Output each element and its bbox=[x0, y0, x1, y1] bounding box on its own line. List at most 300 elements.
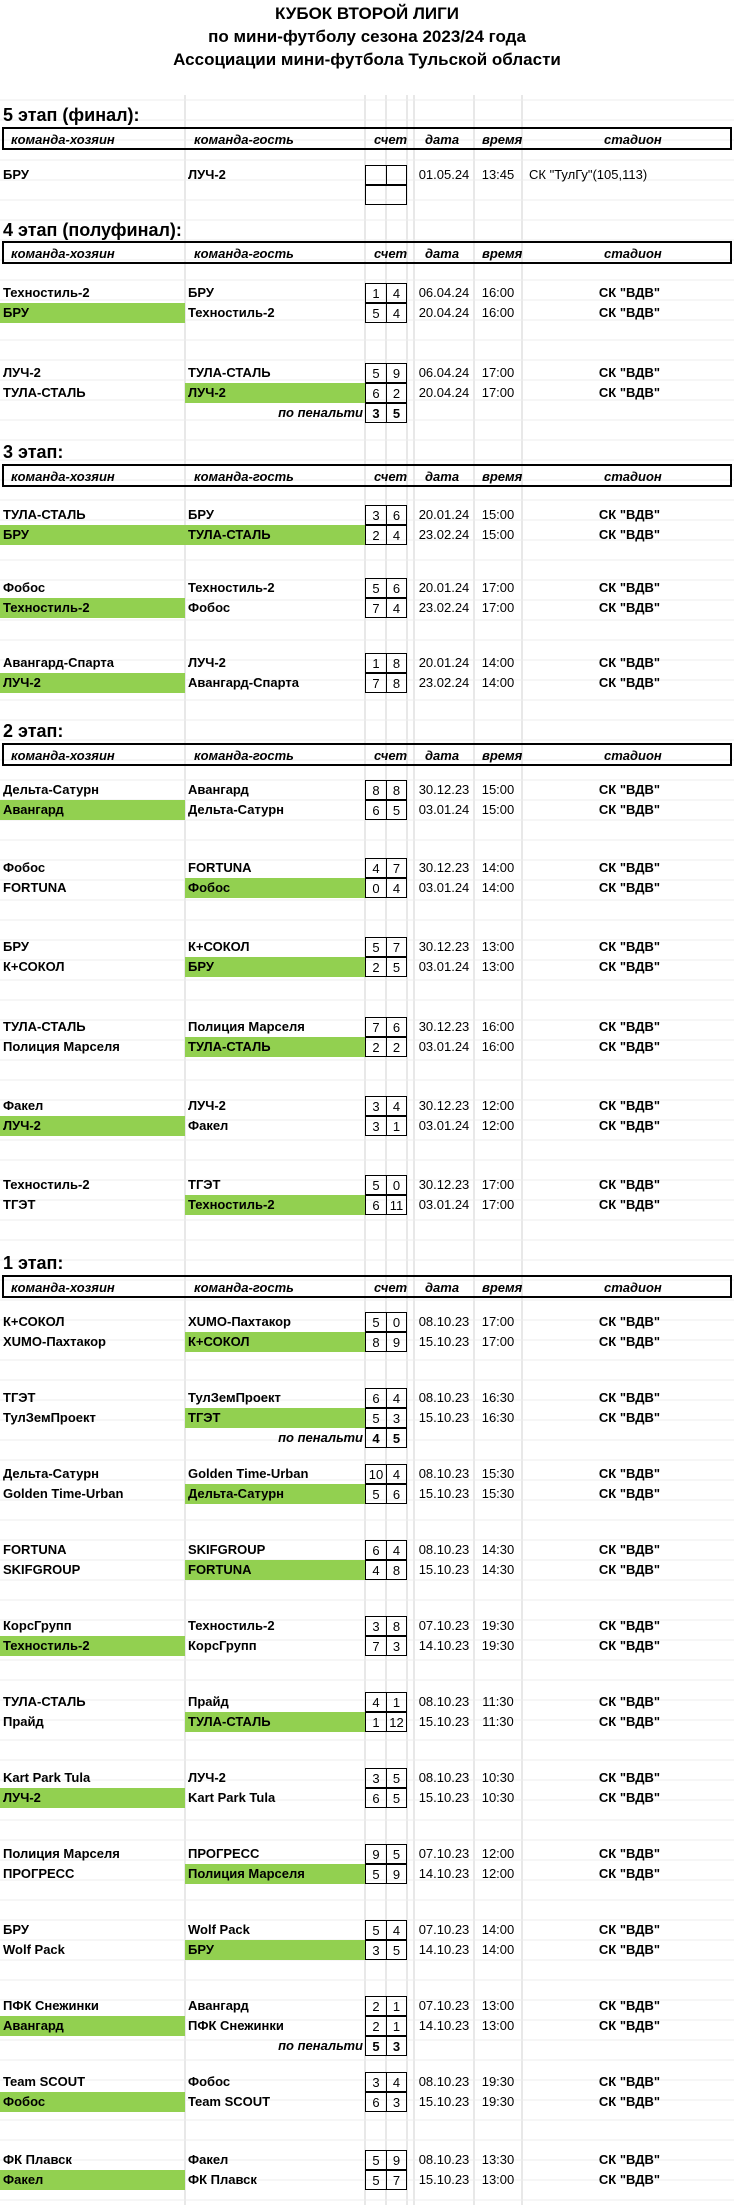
venue-cell: СК "ВДВ" bbox=[598, 2018, 661, 2033]
guest-score-cell: 11 bbox=[386, 1195, 407, 1215]
column-header-score: счет bbox=[374, 469, 408, 484]
column-header-home: команда-хозяин bbox=[11, 132, 115, 147]
date-cell: 20.04.24 bbox=[418, 305, 470, 320]
home-score-cell: 6 bbox=[365, 2092, 386, 2112]
time-cell: 12:00 bbox=[481, 1866, 515, 1881]
guest-score-cell: 9 bbox=[386, 2150, 407, 2170]
home-score-cell: 3 bbox=[365, 1096, 386, 1116]
home-team-cell: Team SCOUT bbox=[3, 2074, 86, 2089]
match-row bbox=[0, 1175, 734, 1195]
date-cell: 08.10.23 bbox=[418, 2152, 470, 2167]
home-score-cell: 3 bbox=[365, 1940, 386, 1960]
home-team-cell: ТУЛА-СТАЛЬ bbox=[3, 507, 86, 522]
time-cell: 14:00 bbox=[481, 880, 515, 895]
home-score-cell: 5 bbox=[365, 937, 386, 957]
empty-score-box bbox=[365, 185, 407, 205]
guest-team-cell: Kart Park Tula bbox=[188, 1790, 276, 1805]
date-cell: 08.10.23 bbox=[418, 1542, 470, 1557]
guest-score-cell: 4 bbox=[386, 1096, 407, 1116]
date-cell: 15.10.23 bbox=[418, 2172, 470, 2187]
home-score-cell: 6 bbox=[365, 1540, 386, 1560]
home-score-cell: 9 bbox=[365, 1844, 386, 1864]
match-row bbox=[0, 1996, 734, 2016]
time-cell: 12:00 bbox=[481, 1118, 515, 1133]
home-team-cell: ЛУЧ-2 bbox=[0, 673, 185, 693]
venue-cell: СК "ВДВ" bbox=[598, 1466, 661, 1481]
home-team-cell: БРУ bbox=[3, 939, 29, 954]
venue-cell: СК "ВДВ" bbox=[598, 527, 661, 542]
venue-cell: СК "ВДВ" bbox=[598, 802, 661, 817]
guest-team-cell: Авангард bbox=[188, 1998, 249, 2013]
column-header-guest: команда-гость bbox=[194, 132, 294, 147]
home-score-cell: 7 bbox=[365, 1636, 386, 1656]
stage-title: 3 этап: bbox=[3, 442, 64, 462]
home-score-cell: 5 bbox=[365, 1312, 386, 1332]
guest-team-cell: ТУЛА-СТАЛЬ bbox=[185, 1037, 365, 1057]
time-cell: 15:30 bbox=[481, 1486, 515, 1501]
column-header-score: счет bbox=[374, 132, 408, 147]
time-cell: 12:00 bbox=[481, 1098, 515, 1113]
date-cell: 30.12.23 bbox=[418, 1177, 470, 1192]
guest-score-cell: 4 bbox=[386, 1388, 407, 1408]
date-cell: 03.01.24 bbox=[418, 959, 470, 974]
time-cell: 19:30 bbox=[481, 2094, 515, 2109]
guest-score-cell: 12 bbox=[386, 1712, 407, 1732]
column-header-home: команда-хозяин bbox=[11, 469, 115, 484]
guest-score-cell: 5 bbox=[386, 800, 407, 820]
date-cell: 03.01.24 bbox=[418, 802, 470, 817]
venue-cell: СК "ВДВ" bbox=[598, 1039, 661, 1054]
time-cell: 16:00 bbox=[481, 1039, 515, 1054]
venue-cell: СК "ВДВ" bbox=[598, 1714, 661, 1729]
home-team-cell: Фобос bbox=[3, 860, 46, 875]
home-score-cell: 2 bbox=[365, 957, 386, 977]
home-team-cell: БРУ bbox=[0, 303, 185, 323]
time-cell: 17:00 bbox=[481, 1177, 515, 1192]
match-row bbox=[0, 1616, 734, 1636]
match-row bbox=[0, 1037, 734, 1057]
penalty-home-score: 4 bbox=[365, 1428, 386, 1448]
column-header-date: дата bbox=[425, 469, 460, 484]
penalty-label: по пенальти bbox=[278, 2038, 363, 2053]
home-score-cell: 5 bbox=[365, 1408, 386, 1428]
guest-team-cell: ЛУЧ-2 bbox=[188, 167, 226, 182]
date-cell: 07.10.23 bbox=[418, 1998, 470, 2013]
home-team-cell: Факел bbox=[3, 1098, 44, 1113]
column-header-time: время bbox=[482, 246, 523, 261]
header-association: Ассоциации мини-футбола Тульской области bbox=[173, 50, 561, 69]
home-score-cell: 3 bbox=[365, 1616, 386, 1636]
column-header-time: время bbox=[482, 132, 523, 147]
home-score-cell: 1 bbox=[365, 653, 386, 673]
guest-score-cell: 9 bbox=[386, 1864, 407, 1884]
home-team-cell: ФК Плавск bbox=[3, 2152, 72, 2167]
date-cell: 14.10.23 bbox=[418, 1638, 470, 1653]
home-score-cell: 2 bbox=[365, 2016, 386, 2036]
match-row bbox=[0, 1116, 734, 1136]
home-score-cell: 6 bbox=[365, 1195, 386, 1215]
match-row bbox=[0, 1017, 734, 1037]
home-score-cell bbox=[365, 165, 386, 185]
venue-cell: СК "ВДВ" bbox=[598, 1118, 661, 1133]
column-header-home: команда-хозяин bbox=[11, 748, 115, 763]
match-row bbox=[0, 1096, 734, 1116]
guest-team-cell: FORTUNA bbox=[185, 1560, 365, 1580]
home-score-cell: 3 bbox=[365, 1768, 386, 1788]
guest-score-cell: 3 bbox=[386, 1408, 407, 1428]
home-team-cell: Фобос bbox=[0, 2092, 185, 2112]
home-team-cell: Kart Park Tula bbox=[3, 1770, 91, 1785]
guest-score-cell: 4 bbox=[386, 303, 407, 323]
time-cell: 15:00 bbox=[481, 782, 515, 797]
penalty-row bbox=[0, 1428, 734, 1448]
guest-team-cell: SKIFGROUP bbox=[188, 1542, 266, 1557]
date-cell: 15.10.23 bbox=[418, 1790, 470, 1805]
venue-cell: СК "ВДВ" bbox=[598, 1618, 661, 1633]
home-team-cell: Прайд bbox=[3, 1714, 44, 1729]
home-team-cell: К+СОКОЛ bbox=[3, 1314, 65, 1329]
guest-team-cell: Техностиль-2 bbox=[188, 580, 275, 595]
time-cell: 15:00 bbox=[481, 527, 515, 542]
date-cell: 14.10.23 bbox=[418, 1866, 470, 1881]
date-cell: 06.04.24 bbox=[418, 365, 470, 380]
guest-score-cell: 6 bbox=[386, 1484, 407, 1504]
time-cell: 14:00 bbox=[481, 1922, 515, 1937]
match-row bbox=[0, 1484, 734, 1504]
match-row bbox=[0, 1712, 734, 1732]
column-header-venue: стадион bbox=[604, 469, 662, 484]
time-cell: 17:00 bbox=[481, 1197, 515, 1212]
penalty-home-score: 3 bbox=[365, 403, 386, 423]
time-cell: 14:30 bbox=[481, 1562, 515, 1577]
date-cell: 30.12.23 bbox=[418, 860, 470, 875]
match-row bbox=[0, 2150, 734, 2170]
date-cell: 03.01.24 bbox=[418, 1118, 470, 1133]
time-cell: 13:00 bbox=[481, 959, 515, 974]
venue-cell: СК "ВДВ" bbox=[598, 2094, 661, 2109]
date-cell: 30.12.23 bbox=[418, 782, 470, 797]
home-team-cell: ХUMO-Пахтакор bbox=[3, 1334, 106, 1349]
home-team-cell: КорсГрупп bbox=[3, 1618, 72, 1633]
venue-cell: СК "ВДВ" bbox=[598, 1846, 661, 1861]
column-header-guest: команда-гость bbox=[194, 246, 294, 261]
home-team-cell: ПФК Снежинки bbox=[3, 1998, 99, 2013]
home-team-cell: SKIFGROUP bbox=[3, 1562, 81, 1577]
guest-score-cell: 2 bbox=[386, 383, 407, 403]
date-cell: 08.10.23 bbox=[418, 1314, 470, 1329]
guest-score-cell: 5 bbox=[386, 1940, 407, 1960]
home-team-cell: FORTUNA bbox=[3, 1542, 67, 1557]
home-team-cell: ПРОГРЕСС bbox=[3, 1866, 75, 1881]
time-cell: 17:00 bbox=[481, 1314, 515, 1329]
time-cell: 14:00 bbox=[481, 1942, 515, 1957]
home-team-cell: Факел bbox=[0, 2170, 185, 2190]
home-score-cell: 4 bbox=[365, 1692, 386, 1712]
date-cell: 07.10.23 bbox=[418, 1618, 470, 1633]
venue-cell: СК "ВДВ" bbox=[598, 1638, 661, 1653]
home-score-cell: 5 bbox=[365, 1920, 386, 1940]
guest-score-cell: 0 bbox=[386, 1312, 407, 1332]
date-cell: 03.01.24 bbox=[418, 1039, 470, 1054]
guest-score-cell: 6 bbox=[386, 1017, 407, 1037]
home-team-cell: FORTUNA bbox=[3, 880, 67, 895]
date-cell: 30.12.23 bbox=[418, 1019, 470, 1034]
guest-team-cell: Техностиль-2 bbox=[188, 305, 275, 320]
date-cell: 15.10.23 bbox=[418, 1410, 470, 1425]
column-header-venue: стадион bbox=[604, 748, 662, 763]
column-header-date: дата bbox=[425, 132, 460, 147]
guest-score-cell: 8 bbox=[386, 673, 407, 693]
venue-cell: СК "ВДВ" bbox=[598, 1334, 661, 1349]
guest-team-cell: ЛУЧ-2 bbox=[188, 1098, 226, 1113]
home-score-cell: 8 bbox=[365, 1332, 386, 1352]
venue-cell: СК "ВДВ" bbox=[598, 959, 661, 974]
home-score-cell: 1 bbox=[365, 283, 386, 303]
venue-cell: СК "ВДВ" bbox=[598, 1410, 661, 1425]
date-cell: 30.12.23 bbox=[418, 939, 470, 954]
date-cell: 03.01.24 bbox=[418, 880, 470, 895]
venue-cell: СК "ВДВ" bbox=[598, 1098, 661, 1113]
time-cell: 13:00 bbox=[481, 2172, 515, 2187]
time-cell: 19:30 bbox=[481, 1618, 515, 1633]
column-header-row bbox=[2, 127, 732, 150]
date-cell: 15.10.23 bbox=[418, 1714, 470, 1729]
guest-team-cell: ЛУЧ-2 bbox=[185, 383, 365, 403]
match-row bbox=[0, 1844, 734, 1864]
guest-team-cell: ТГЭТ bbox=[188, 1177, 221, 1192]
guest-team-cell: Техностиль-2 bbox=[188, 1618, 275, 1633]
guest-team-cell: Полиция Марселя bbox=[188, 1019, 305, 1034]
venue-cell: СК "ВДВ" bbox=[598, 1942, 661, 1957]
home-score-cell: 5 bbox=[365, 2150, 386, 2170]
home-score-cell: 5 bbox=[365, 303, 386, 323]
home-score-cell: 7 bbox=[365, 598, 386, 618]
time-cell: 15:00 bbox=[481, 507, 515, 522]
venue-cell: СК "ВДВ" bbox=[598, 2172, 661, 2187]
match-row bbox=[0, 800, 734, 820]
guest-team-cell: ТГЭТ bbox=[185, 1408, 365, 1428]
match-row bbox=[0, 383, 734, 403]
guest-team-cell: Фобос bbox=[188, 2074, 231, 2089]
time-cell: 14:00 bbox=[481, 860, 515, 875]
home-team-cell: Wolf Pack bbox=[3, 1942, 65, 1957]
column-header-row bbox=[2, 241, 732, 264]
match-row bbox=[0, 1388, 734, 1408]
home-team-cell: Полиция Марселя bbox=[3, 1039, 120, 1054]
time-cell: 19:30 bbox=[481, 2074, 515, 2089]
time-cell: 13:00 bbox=[481, 939, 515, 954]
guest-team-cell: Техностиль-2 bbox=[185, 1195, 365, 1215]
penalty-row bbox=[0, 403, 734, 423]
home-score-cell: 4 bbox=[365, 1560, 386, 1580]
home-team-cell: БРУ bbox=[0, 525, 185, 545]
home-score-cell: 6 bbox=[365, 800, 386, 820]
venue-cell: СК "ВДВ" bbox=[598, 880, 661, 895]
guest-score-cell: 9 bbox=[386, 363, 407, 383]
venue-cell: СК "ВДВ" bbox=[598, 285, 661, 300]
time-cell: 16:00 bbox=[481, 305, 515, 320]
guest-team-cell: Прайд bbox=[188, 1694, 229, 1709]
time-cell: 17:00 bbox=[481, 580, 515, 595]
home-score-cell: 5 bbox=[365, 2170, 386, 2190]
time-cell: 11:30 bbox=[482, 1694, 514, 1709]
match-row bbox=[0, 1692, 734, 1712]
match-row bbox=[0, 1540, 734, 1560]
stage-title: 4 этап (полуфинал): bbox=[3, 220, 182, 240]
time-cell: 13:30 bbox=[481, 2152, 515, 2167]
match-row bbox=[0, 1312, 734, 1332]
time-cell: 10:30 bbox=[481, 1770, 515, 1785]
date-cell: 23.02.24 bbox=[418, 600, 470, 615]
home-score-cell: 8 bbox=[365, 780, 386, 800]
time-cell: 14:00 bbox=[481, 655, 515, 670]
guest-score-cell: 3 bbox=[386, 2092, 407, 2112]
date-cell: 20.01.24 bbox=[418, 507, 470, 522]
home-team-cell: Фобос bbox=[3, 580, 46, 595]
penalty-label: по пенальти bbox=[278, 1430, 363, 1445]
time-cell: 11:30 bbox=[482, 1714, 514, 1729]
match-row bbox=[0, 1636, 734, 1656]
guest-score-cell: 5 bbox=[386, 1768, 407, 1788]
home-score-cell: 4 bbox=[365, 858, 386, 878]
column-header-venue: стадион bbox=[604, 132, 662, 147]
match-row bbox=[0, 1920, 734, 1940]
guest-score-cell: 5 bbox=[386, 957, 407, 977]
guest-score-cell: 4 bbox=[386, 878, 407, 898]
home-team-cell: ЛУЧ-2 bbox=[0, 1116, 185, 1136]
home-score-cell: 7 bbox=[365, 1017, 386, 1037]
guest-team-cell: Golden Time-Urban bbox=[188, 1466, 309, 1481]
venue-cell: СК "ВДВ" bbox=[598, 2152, 661, 2167]
venue-cell: СК "ВДВ" bbox=[598, 580, 661, 595]
date-cell: 07.10.23 bbox=[418, 1846, 470, 1861]
guest-team-cell: ЛУЧ-2 bbox=[188, 655, 226, 670]
date-cell: 06.04.24 bbox=[418, 285, 470, 300]
guest-score-cell: 1 bbox=[386, 2016, 407, 2036]
guest-score-cell: 8 bbox=[386, 1560, 407, 1580]
guest-score-cell: 1 bbox=[386, 1116, 407, 1136]
guest-team-cell: БРУ bbox=[185, 957, 365, 977]
date-cell: 01.05.24 bbox=[418, 167, 470, 182]
guest-team-cell: Фобос bbox=[188, 600, 231, 615]
time-cell: 17:00 bbox=[481, 600, 515, 615]
venue-cell: СК "ВДВ" bbox=[598, 1197, 661, 1212]
guest-score-cell: 1 bbox=[386, 1996, 407, 2016]
date-cell: 20.01.24 bbox=[418, 655, 470, 670]
stage-title: 1 этап: bbox=[3, 1253, 64, 1273]
guest-team-cell: К+СОКОЛ bbox=[185, 1332, 365, 1352]
guest-team-cell: ПФК Снежинки bbox=[188, 2018, 284, 2033]
guest-score-cell: 4 bbox=[386, 1540, 407, 1560]
header-subtitle: по мини-футболу сезона 2023/24 года bbox=[208, 27, 526, 46]
home-score-cell: 2 bbox=[365, 1037, 386, 1057]
time-cell: 16:30 bbox=[481, 1410, 515, 1425]
match-row bbox=[0, 1768, 734, 1788]
column-header-row bbox=[2, 743, 732, 766]
home-score-cell: 3 bbox=[365, 505, 386, 525]
guest-team-cell: ЛУЧ-2 bbox=[188, 1770, 226, 1785]
venue-cell: СК "ВДВ" bbox=[598, 939, 661, 954]
home-score-cell: 3 bbox=[365, 1116, 386, 1136]
guest-team-cell: ТУЛА-СТАЛЬ bbox=[185, 525, 365, 545]
match-row bbox=[0, 1332, 734, 1352]
guest-team-cell: ТулЗемПроект bbox=[188, 1390, 281, 1405]
match-row bbox=[0, 165, 734, 185]
venue-cell: СК "ВДВ" bbox=[598, 860, 661, 875]
column-header-date: дата bbox=[425, 246, 460, 261]
penalty-guest-score: 5 bbox=[386, 1428, 407, 1448]
date-cell: 14.10.23 bbox=[418, 2018, 470, 2033]
match-row bbox=[0, 303, 734, 323]
date-cell: 15.10.23 bbox=[418, 1486, 470, 1501]
time-cell: 14:00 bbox=[481, 675, 515, 690]
column-header-venue: стадион bbox=[604, 246, 662, 261]
stage-title: 5 этап (финал): bbox=[3, 105, 140, 125]
guest-score-cell: 7 bbox=[386, 858, 407, 878]
home-score-cell: 5 bbox=[365, 1175, 386, 1195]
guest-score-cell: 0 bbox=[386, 1175, 407, 1195]
home-team-cell: ТУЛА-СТАЛЬ bbox=[3, 385, 86, 400]
guest-team-cell: Дельта-Сатурн bbox=[188, 802, 285, 817]
home-team-cell: ТулЗемПроект bbox=[3, 1410, 96, 1425]
match-row bbox=[0, 2072, 734, 2092]
time-cell: 15:30 bbox=[481, 1466, 515, 1481]
date-cell: 08.10.23 bbox=[418, 2074, 470, 2089]
date-cell: 08.10.23 bbox=[418, 1694, 470, 1709]
match-row bbox=[0, 957, 734, 977]
time-cell: 17:00 bbox=[481, 365, 515, 380]
home-team-cell: ТГЭТ bbox=[3, 1197, 36, 1212]
home-team-cell: Авангард bbox=[0, 2016, 185, 2036]
guest-score-cell: 4 bbox=[386, 283, 407, 303]
home-team-cell: ТУЛА-СТАЛЬ bbox=[3, 1019, 86, 1034]
guest-team-cell: Дельта-Сатурн bbox=[185, 1484, 365, 1504]
penalty-row bbox=[0, 2036, 734, 2056]
column-header-guest: команда-гость bbox=[194, 748, 294, 763]
date-cell: 20.01.24 bbox=[418, 580, 470, 595]
match-row bbox=[0, 1940, 734, 1960]
time-cell: 15:00 bbox=[481, 802, 515, 817]
home-score-cell: 5 bbox=[365, 1864, 386, 1884]
time-cell: 19:30 bbox=[481, 1638, 515, 1653]
column-header-home: команда-хозяин bbox=[11, 1280, 115, 1295]
match-row bbox=[0, 2016, 734, 2036]
home-team-cell: Golden Time-Urban bbox=[3, 1486, 124, 1501]
date-cell: 23.02.24 bbox=[418, 675, 470, 690]
guest-team-cell: Факел bbox=[188, 2152, 229, 2167]
guest-score-cell: 4 bbox=[386, 598, 407, 618]
home-team-cell: Авангард bbox=[0, 800, 185, 820]
venue-cell: СК "ВДВ" bbox=[598, 365, 661, 380]
column-header-venue: стадион bbox=[604, 1280, 662, 1295]
column-header-home: команда-хозяин bbox=[11, 246, 115, 261]
venue-cell: СК "ВДВ" bbox=[598, 2074, 661, 2089]
venue-cell: СК "ВДВ" bbox=[598, 1314, 661, 1329]
header-title: КУБОК ВТОРОЙ ЛИГИ bbox=[274, 4, 459, 23]
venue-cell: СК "ВДВ" bbox=[598, 1486, 661, 1501]
date-cell: 08.10.23 bbox=[418, 1466, 470, 1481]
guest-score-cell: 2 bbox=[386, 1037, 407, 1057]
time-cell: 17:00 bbox=[481, 1334, 515, 1349]
venue-cell: СК "ВДВ" bbox=[598, 1019, 661, 1034]
venue-cell: СК "ВДВ" bbox=[598, 1390, 661, 1405]
match-row bbox=[0, 878, 734, 898]
home-team-cell: Техностиль-2 bbox=[0, 1636, 185, 1656]
match-row bbox=[0, 653, 734, 673]
penalty-guest-score: 5 bbox=[386, 403, 407, 423]
column-header-guest: команда-гость bbox=[194, 469, 294, 484]
guest-team-cell: БРУ bbox=[188, 285, 214, 300]
